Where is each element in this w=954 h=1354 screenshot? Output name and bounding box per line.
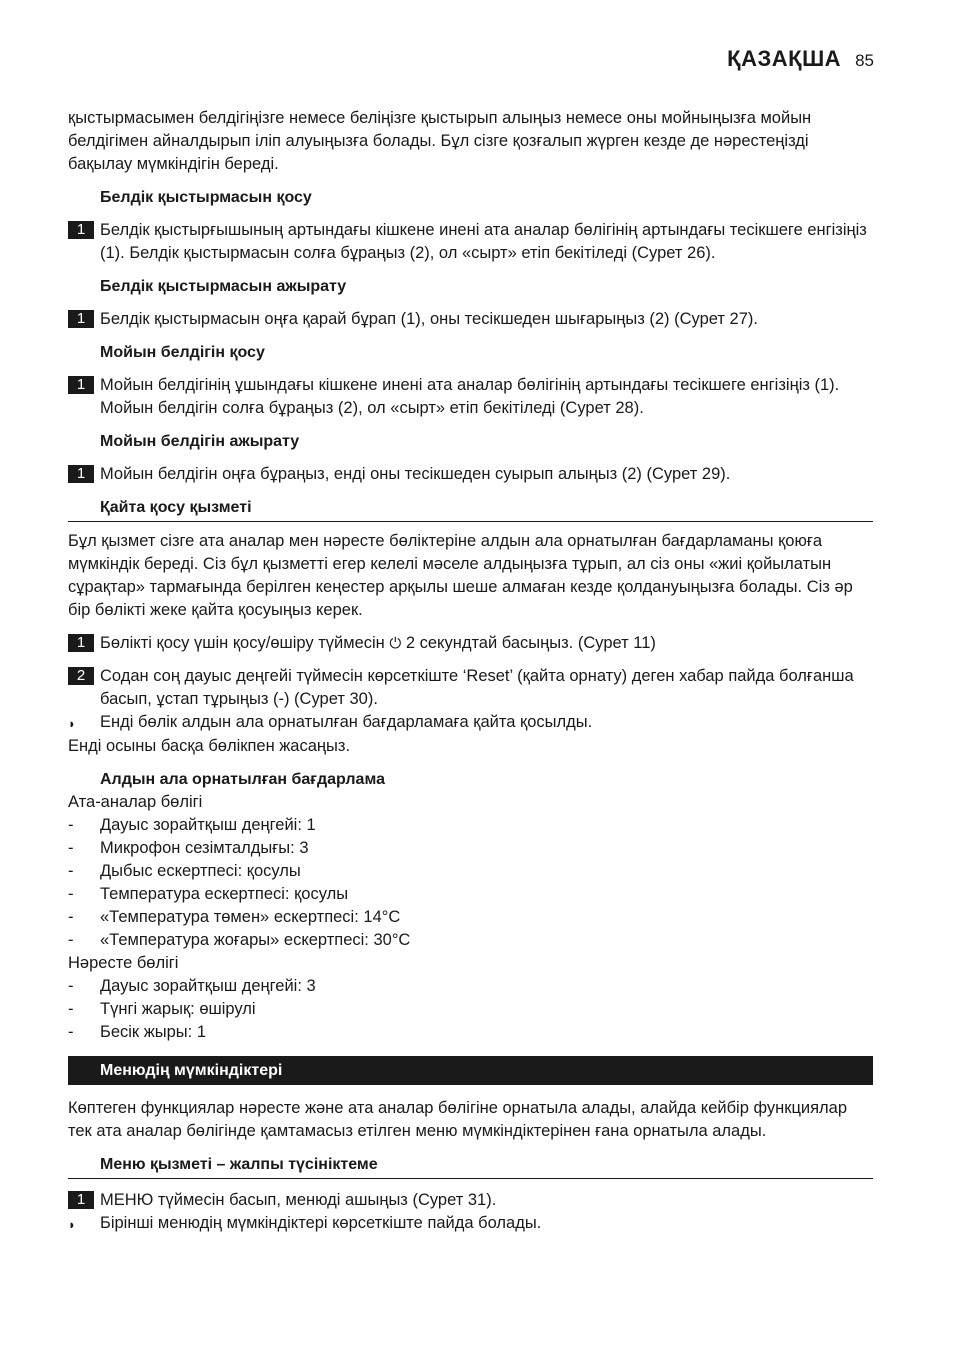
step-number: 1: [68, 465, 94, 483]
step-text: Белдік қыстырғышының артындағы кішкене инені ата аналар бөлігінің артындағы тесікшеге енгізіңіз (1). Белдік қыстырмасын солға бұраңыз (2), ол «сырт» етіп бекітіледі (Сурет 26).: [100, 221, 867, 262]
menu-paragraph: Көптеген функциялар нәресте және ата аналар бөлігіне орнатыла алады, алайда кейбір функциялар тек ата аналар бөлігінде қамтамасыз етілген меню мүмкіндіктерінен ғана орнатыла алады.: [68, 1099, 848, 1140]
section-title-belt-clip-attach: Белдік қыстырмасын қосу: [100, 189, 312, 206]
list-item: - Түнгі жарық: өшірулі: [68, 1000, 256, 1018]
step-number: 1: [68, 1191, 94, 1209]
section-title-neck-strap-detach: Мойын белдігін ажырату: [100, 433, 300, 450]
list-item: - Бесік жыры: 1: [68, 1023, 207, 1041]
step-text: Мойын белдігін оңға бұраңыз, енді оны тесікшеден суырып алыңыз (2) (Сурет 29).: [100, 465, 731, 483]
language-label: ҚАЗАҚША: [727, 46, 842, 71]
step-item: [68, 1189, 873, 1212]
result-arrow-icon: ◗: [68, 1217, 76, 1232]
page-number: 85: [855, 51, 874, 70]
parent-settings-list: [68, 814, 873, 952]
power-icon: ⏻: [389, 635, 402, 652]
step-number: 2: [68, 667, 94, 685]
baby-unit-label: Нәресте бөлігі: [68, 954, 179, 972]
step-number: 1: [68, 376, 94, 394]
section-title-belt-clip-detach: Белдік қыстырмасын ажырату: [100, 278, 347, 295]
step-item: [68, 665, 873, 711]
section-title-neck-strap-attach: Мойын белдігін қосу: [100, 344, 265, 361]
step-text: Белдік қыстырмасын оңға қарай бұрап (1), оны тесікшеден шығарыңыз (2) (Сурет 27).: [100, 310, 758, 328]
list-item: - «Температура жоғары» ескертпесі: 30°C: [68, 931, 411, 949]
step-item: [68, 374, 873, 420]
step-text: Содан соң дауыс деңгейі түймесін көрсеткіште ‘Reset’ (қайта орнату) деген хабар пайда болғанша басып, ұстап тұрыңыз (-) (Сурет 30).: [100, 667, 854, 708]
result-item: [68, 1212, 873, 1236]
step-number: 1: [68, 634, 94, 652]
section-title-menu-overview: Меню қызметі – жалпы түсініктеме: [68, 1153, 873, 1179]
step-text: Мойын белдігінің ұшындағы кішкене инені ата аналар бөлігінің артындағы тесікшеге енгізіңіз (1). Мойын белдігін солға бұраңыз (2), ол «сырт» етіп бекітіледі (Сурет 28).: [100, 376, 840, 417]
step-item: [68, 632, 873, 655]
list-item: - «Температура төмен» ескертпесі: 14°C: [68, 908, 401, 926]
section-title-reset: Қайта қосу қызметі: [68, 496, 873, 522]
list-item: - Дауыс зорайтқыш деңгейі: 3: [68, 977, 316, 995]
list-item: - Температура ескертпесі: қосулы: [68, 885, 349, 903]
list-item: - Дауыс зорайтқыш деңгейі: 1: [68, 816, 316, 834]
step-item: [68, 308, 873, 331]
section-title-preset: Алдын ала орнатылған бағдарлама: [100, 771, 385, 788]
baby-settings-list: [68, 975, 873, 1044]
result-text: Бірінші менюдің мүмкіндіктері көрсеткіште пайда болады.: [100, 1214, 542, 1232]
step-item: [68, 219, 873, 265]
step-number: 1: [68, 310, 94, 328]
result-text: Енді бөлік алдын ала орнатылған бағдарламаға қайта қосылды.: [100, 713, 593, 731]
result-arrow-icon: ◗: [68, 716, 76, 731]
list-item: - Микрофон сезімталдығы: 3: [68, 839, 309, 857]
page-content: [68, 107, 873, 1236]
page-header: [727, 46, 874, 72]
step-text: [94, 632, 656, 655]
parent-unit-label: Ата-аналар бөлігі: [68, 793, 203, 811]
step-item: [68, 463, 873, 486]
step-text-end: 2 секундтай басыңыз. (Сурет 11): [405, 634, 656, 652]
section-band-menu-features: Менюдің мүмкіндіктері: [68, 1056, 873, 1085]
reset-paragraph: Бұл қызмет сізге ата аналар мен нәресте бөліктеріне алдын ала орнатылған бағдарламаны қоюға мүмкіндік береді. Сіз бұл қызметті егер келелі мәселе алдыңызға тұрып, ал сіз оны «жиі қойылатын сұрақтар» тармағында берілген кеңестер арқылы шеше алмаған кезде қолдануыңызға болады. Сіз әр бір бөлікті жеке қайта қосуыңыз керек.: [68, 532, 853, 619]
list-item: - Дыбыс ескертпесі: қосулы: [68, 862, 301, 880]
reset-after-text: Енді осыны басқа бөлікпен жасаңыз.: [68, 737, 351, 755]
step-text-start: Бөлікті қосу үшін қосу/өшіру түймесін: [100, 634, 385, 652]
step-text: МЕНЮ түймесін басып, менюді ашыңыз (Сурет 31).: [100, 1191, 497, 1209]
intro-paragraph: қыстырмасымен белдігіңізге немесе беліңізге қыстырып алыңыз немесе оны мойныңызға мойын белдігімен айналдырып іліп алуыңызға болады. Бұл сізге қозғалып жүрген кезде де нәрестеңізді бақылау мүмкіндігін береді.: [68, 109, 812, 173]
step-number: 1: [68, 221, 94, 239]
result-item: [68, 711, 873, 735]
